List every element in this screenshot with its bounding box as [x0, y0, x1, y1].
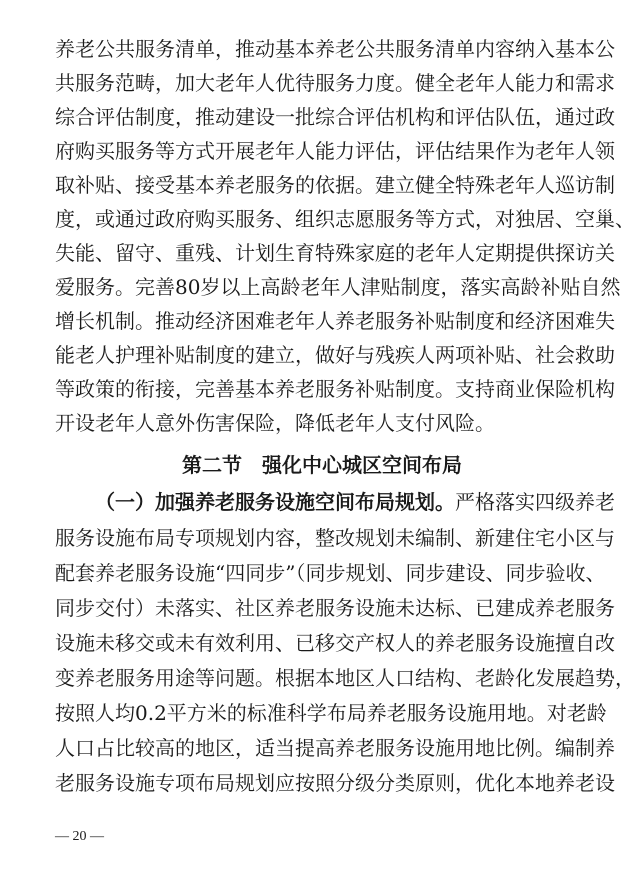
text-line: 服务设施布局专项规划内容，整改规划未编制、新建住宅小区与: [55, 526, 615, 550]
text-line: 等政策的衔接，完善基本养老服务补贴制度。支持商业保险机构: [55, 377, 615, 401]
text-line: 府购买服务等方式开展老年人能力评估，评估结果作为老年人领: [55, 139, 615, 163]
text-line: 共服务范畴，加大老年人优待服务力度。健全老年人能力和需求: [55, 71, 615, 95]
text-line: 设施未移交或未有效利用、已移交产权人的养老服务设施擅自改: [55, 631, 615, 655]
text-line: 变养老服务用途等问题。根据本地区人口结构、老龄化发展趋势，: [55, 666, 635, 690]
text-line: 同步交付）未落实、社区养老服务设施未达标、已建成养老服务: [55, 596, 615, 620]
text-line: 人口占比较高的地区，适当提高养老服务设施用地比例。编制养: [55, 736, 615, 760]
text-line: 爱服务。完善80岁以上高龄老年人津贴制度，落实高龄补贴自然: [55, 275, 621, 299]
text-line: 失能、留守、重残、计划生育特殊家庭的老年人定期提供探访关: [55, 241, 615, 265]
text-line: 能老人护理补贴制度的建立，做好与残疾人两项补贴、社会救助: [55, 343, 615, 367]
text-line: 按照人均0.2平方米的标准科学布局养老服务设施用地。对老龄: [55, 701, 607, 725]
text-line: 开设老年人意外伤害保险，降低老年人支付风险。: [55, 411, 495, 435]
text-line: 增长机制。推动经济困难老年人养老服务补贴制度和经济困难失: [55, 309, 615, 333]
text-line: 取补贴、接受基本养老服务的依据。建立健全特殊老年人巡访制: [55, 173, 615, 197]
paragraph-lead-line: [55, 489, 615, 515]
text-line: 配套养老服务设施“四同步”（同步规划、同步建设、同步验收、: [55, 561, 606, 585]
text-line: 综合评估制度，推动建设一批综合评估机构和评估队伍，通过政: [55, 105, 615, 129]
section-heading: 第二节 强化中心城区空间布局: [182, 453, 462, 477]
paragraph-lead-text: 严格落实四级养老: [455, 490, 615, 514]
text-line: 度，或通过政府购买服务、组织志愿服务等方式，对独居、空巢、: [55, 207, 635, 231]
paragraph-lead-title: （一）加强养老服务设施空间布局规划。: [95, 490, 455, 514]
page-number: — 20 —: [55, 829, 104, 844]
text-line: 老服务设施专项布局规划应按照分级分类原则，优化本地养老设: [55, 771, 615, 795]
text-line: 养老公共服务清单，推动基本养老公共服务清单内容纳入基本公: [55, 37, 615, 61]
